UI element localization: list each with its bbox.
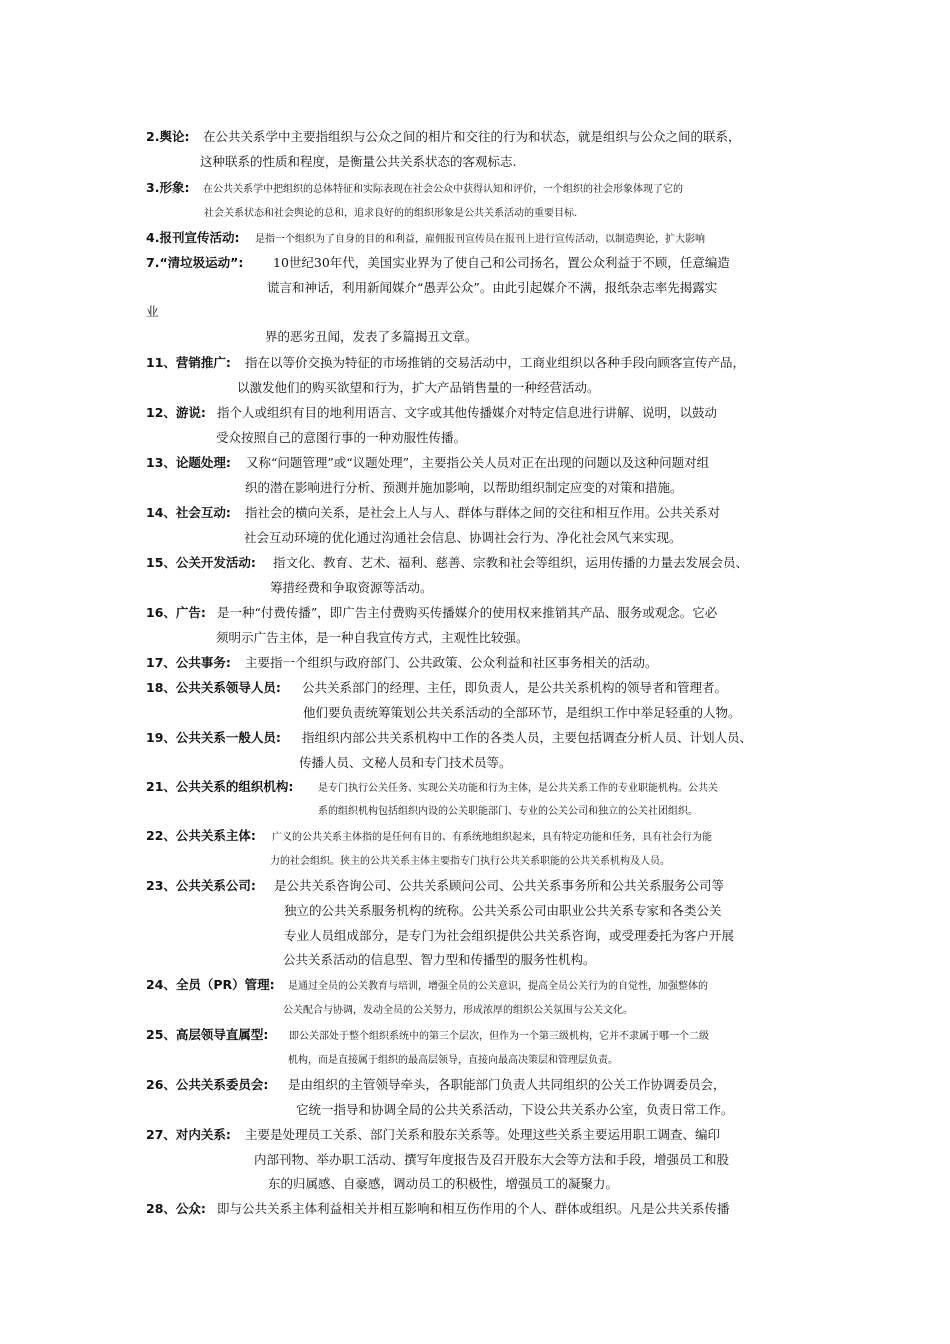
term-label: 17、公共事务:: [146, 655, 231, 670]
definition-line: 公共关系部门的经理、主任，即负责人，是公共关系机构的领导者和管理者。: [302, 680, 728, 695]
term-label: 2.舆论:: [146, 129, 190, 144]
definition-line: 指在以等价交换为特征的市场推销的交易活动中，工商业组织以各种手段向顾客宣传产品，: [245, 355, 746, 370]
definition-line: 是指一个组织为了自身的目的和利益，雇佣报刊宣传员在报刊上进行宣传活动，以制造舆论，扩大影响: [255, 234, 705, 245]
term-label: 15、公关开发活动:: [146, 555, 256, 570]
definition-line: 传播人员、文秘人员和专门技术员等。: [299, 755, 512, 770]
definition-line: 在公共关系学中主要指组织与公众之间的相片和交往的行为和状态，就是组织与公众之间的联系，: [203, 129, 741, 144]
term-label: 14、社会互动:: [146, 505, 231, 520]
definition-line: 界的恶劣丑闻，发表了多篇揭丑文章。: [265, 329, 478, 344]
definition-line: 是专门执行公关任务、实现公关功能和行为主体，是公共关系工作的专业职能机构。公共关: [318, 783, 718, 794]
term-label: 28、公众:: [146, 1201, 206, 1216]
term-label: 13、论题处理:: [146, 455, 231, 470]
term-label: 25、高层领导直属型:: [146, 1027, 269, 1042]
definition-line: 指社会的横向关系，是社会上人与人、群体与群体之间的交往和相互作用。公共关系对: [245, 505, 721, 520]
definition-line: 系的组织机构包括组织内设的公关职能部门、专业的公关公司和独立的公关社团组织。: [318, 806, 698, 817]
term-label: 26、公共关系委员会:: [146, 1077, 269, 1092]
definition-line: 业: [146, 304, 159, 319]
term-label: 16、广告:: [146, 605, 206, 620]
definition-line: 公共关系活动的信息型、智力型和传播型的服务性机构。: [283, 952, 596, 967]
term-label: 23、公共关系公司:: [146, 878, 256, 893]
definition-line: 社会关系状态和社会舆论的总和，追求良好的的组织形象是公共关系活动的重要目标.: [204, 208, 578, 219]
term-label: 11、营销推广:: [146, 355, 231, 370]
definition-line: 这种联系的性质和程度，是衡量公共关系状态的客观标志.: [200, 154, 517, 169]
definition-line: 社会互动环境的优化通过沟通社会信息、协调社会行为、净化社会风气来实现。: [244, 530, 682, 545]
definition-line: 是通过全员的公关教育与培训，增强全员的公关意识，提高全员公关行为的自觉性，加强整体的: [288, 981, 708, 992]
definition-line: 10世纪30年代，美国实业界为了使自己和公司扬名，置公众利益于不顾，任意编造: [273, 255, 730, 270]
term-label: 27、对内关系:: [146, 1127, 231, 1142]
definition-line: 须明示广告主体，是一种自我宣传方式，主观性比较强。: [216, 630, 529, 645]
term-label: 18、公共关系领导人员:: [146, 680, 281, 695]
definition-line: 他们要负责统筹策划公共关系活动的全部环节，是组织工作中举足轻重的人物。: [303, 705, 741, 720]
definition-line: 又称“问题管理”或“议题处理”，主要指公关人员对正在出现的问题以及这种问题对组: [246, 455, 710, 470]
term-label: 3.形象:: [146, 180, 190, 195]
definition-line: 即公关部处于整个组织系统中的第三个层次，但作为一个第三级机构，它并不隶属于哪一个二级: [289, 1031, 709, 1042]
definition-line: 指个人或组织有目的地利用语言、文字或其他传播媒介对特定信息进行讲解、说明，以鼓动: [217, 405, 718, 420]
definition-line: 在公共关系学中把组织的总体特征和实际表现在社会公众中获得认知和评价，一个组织的社会形象体现了它的: [203, 184, 683, 195]
definition-line: 它统一指导和协调全局的公共关系活动，下设公共关系办公室，负责日常工作。: [296, 1102, 734, 1117]
definition-line: 筹措经费和争取资源等活动。: [270, 580, 433, 595]
definition-line: 内部刊物、举办职工活动、撰写年度报告及召开股东大会等方法和手段，增强员工和股: [254, 1152, 730, 1167]
definition-line: 主要是处理员工关系、部门关系和股东关系等。处理这些关系主要运用职工调查、编印: [245, 1127, 721, 1142]
definition-line: 以激发他们的购买欲望和行为，扩大产品销售量的一种经营活动。: [237, 380, 600, 395]
definition-line: 主要指一个组织与政府部门、公共政策、公众利益和社区事务相关的活动。: [245, 655, 658, 670]
definition-line: 广义的公共关系主体指的是任何有目的、有系统地组织起来，具有特定功能和任务，具有社会行为能: [272, 832, 712, 843]
definition-line: 是公共关系咨询公司、公共关系顾问公司、公共关系事务所和公共关系服务公司等: [274, 878, 725, 893]
definition-line: 专业人员组成部分，是专门为社会组织提供公共关系咨询，或受理委托为客户开展: [284, 928, 735, 943]
definition-line: 东的归属感、自豪感，调动员工的积极性，增强员工的凝聚力。: [268, 1176, 619, 1191]
definition-line: 是一种“付费传播”，即广告主付费购买传播媒介的使用权来推销其产品、服务或观念。它必: [217, 605, 718, 620]
definition-line: 织的潜在影响进行分析、预测并施加影响，以帮助组织制定应变的对策和措施。: [245, 480, 683, 495]
term-label: 12、游说:: [146, 405, 206, 420]
definition-line: 独立的公共关系服务机构的统称。公共关系公司由职业公共关系专家和各类公关: [284, 903, 722, 918]
term-label: 24、全员（PR）管理:: [146, 977, 275, 992]
definition-line: 力的社会组织。狭主的公共关系主体主要指专门执行公共关系职能的公共关系机构及人员。: [270, 856, 670, 867]
definition-line: 是由组织的主管领导牵头，各职能部门负责人共同组织的公关工作协调委员会，: [288, 1077, 726, 1092]
definition-line: 受众按照自己的意图行事的一种劝服性传播。: [216, 430, 467, 445]
term-label: 22、公共关系主体:: [146, 828, 256, 843]
term-label: 7.“清垃圾运动”:: [146, 255, 244, 270]
definition-line: 谎言和神话，利用新闻媒介“愚弄公众”。由此引起媒介不满，报纸杂志率先揭露实: [267, 280, 718, 295]
term-label: 4.报刊宣传活动:: [146, 230, 240, 245]
definition-line: 指文化、教育、艺术、福利、慈善、宗教和社会等组织，运用传播的力量去发展会员、: [273, 555, 749, 570]
definition-line: 机构，而是直接属于组织的最高层领导，直接向最高决策层和管理层负责。: [288, 1055, 618, 1066]
term-label: 21、公共关系的组织机构:: [146, 779, 294, 794]
definition-line: 公关配合与协调，发动全员的公关努力，形成浓厚的组织公关氛围与公关文化。: [283, 1005, 633, 1016]
definition-line: 指组织内部公共关系机构中工作的各类人员，主要包括调查分析人员、计划人员、: [302, 730, 753, 745]
definition-line: 即与公共关系主体利益相关并相互影响和相互伤作用的个人、群体或组织。凡是公共关系传播: [217, 1201, 730, 1216]
term-label: 19、公共关系一般人员:: [146, 730, 281, 745]
